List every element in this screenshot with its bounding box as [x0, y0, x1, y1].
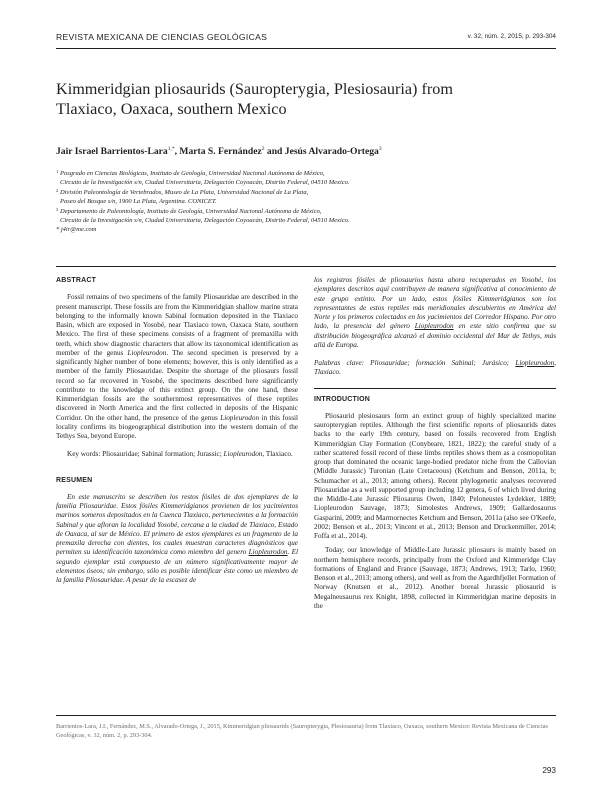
introduction-heading: INTRODUCTION — [314, 395, 371, 403]
affiliation-line: Circuito de la Investigación s/n, Ciudad Universitaria, Delegación Coyoacán, Distrito Federal, 04510 Mexico. — [60, 217, 350, 225]
author-affiliation-mark: 1,* — [167, 146, 175, 152]
abstract-text: Fossil remains of two specimens of the family Pliosauridae are described in the present manuscript. These fossils are from the Kimmeridgian shallow marine strata belonging to the informally known Sabinal formation deposited in the Tlaxiaco Basin, which are exposed in Yosobé, near Tlaxiaco town, Oaxaca State, southern Mexico. The first of these specimens consists of a fragment of premaxilla with teeth, which show diagnostic characters that allow its taxonomical identification as member of the genus — [56, 293, 298, 357]
resumen-text: los registros fósiles de pliosaurios hasta ahora recuperados en Yosobé, los ejemplares descritos aquí contribuyen de manera significativa al conocimiento de este grupo extinto. Por un lado, estos fósiles Kimmeridgianos son los representantes de estos reptiles más meridionales descubiertos en América del Norte y los primeros colectados en los yacimientos del Corredor Hispano. Por otro lado, la presencia del género — [314, 276, 556, 331]
author-affiliation-mark: 3 — [378, 146, 382, 152]
affiliation-item — [56, 188, 556, 207]
genus-name: Liopleurodon — [515, 359, 555, 367]
affiliation-line: División Paleontología de Vertebrados, Museo de La Plata, Universidad Nacional de La Plata, — [60, 188, 309, 196]
genus-name: Liopleurodon — [223, 450, 263, 459]
author-list — [56, 146, 382, 157]
resumen-paragraph — [56, 493, 298, 586]
keywords-text: , Tlaxiaco. — [262, 450, 293, 459]
right-column — [314, 276, 556, 611]
author-separator: and — [264, 146, 285, 157]
abstract-text: . The second specimen is preserved by a significantly higher number of bone elements; however, this is only identified as a member of the family Pliosauridae. Despite the shortage of the pliosaurs fossil record so far recovered in Yosobé, the specimens described here significantly contribute to the knowledge of this extinct group. On the one hand, these Kimmeridgian fossils are the southernmost representatives of these reptiles discovered in North America and the first collected in deposits of the Hispanic Corridor. On the other hand, the presence of the genus — [56, 348, 298, 422]
author-name: Jesús Alvarado-Ortega — [284, 146, 379, 157]
author-name: Marta S. Fernández — [179, 146, 262, 157]
author-name: Jair Israel Barrientos-Lara — [56, 146, 168, 157]
abstract-heading: ABSTRACT — [56, 277, 97, 284]
header-rule — [56, 48, 556, 49]
abstract-keywords — [56, 450, 298, 459]
affiliation-line: Paseo del Bosque s/n, 1900 La Plata, Argentina. CONICET. — [60, 198, 217, 206]
genus-name: Liopleurodon — [127, 348, 167, 357]
introduction-rule — [314, 388, 556, 389]
keywords-text: Key words: Pliosauridae; Sabinal formation; Jurassic; — [67, 450, 224, 459]
affiliation-line: Circuito de la Investigación s/n, Ciudad Universitaria, Delegación Coyoacán, Distrito Federal, 04510 Mexico. — [60, 179, 350, 187]
resumen-continuation — [314, 276, 556, 350]
affiliation-item — [56, 207, 556, 226]
journal-name: REVISTA MEXICANA DE CIENCIAS GEOLÓGICAS — [56, 32, 268, 42]
footer-rule — [56, 715, 556, 716]
affiliation-number: 1 — [56, 169, 59, 174]
affiliation-line: Posgrado en Ciencias Biológicas, Instituto de Geología, Universidad Nacional Autónoma de México, — [60, 170, 325, 177]
section-rule — [56, 266, 556, 267]
article-title: Kimmeridgian pliosaurids (Sauropterygia, Plesiosauria) from Tlaxiaco, Oaxaca, southern Mexico — [56, 80, 453, 118]
affiliation-line: Departamento de Paleontología, Instituto de Geología, Universidad Nacional Autónoma de México, — [60, 207, 322, 215]
resumen-text: En este manuscrito se describen los restos fósiles de dos ejemplares de la familia Pliosauridae. Estos fósiles Kimmeridgianos provienen de los yacimientos marinos someros depositados en la Cuenca Tlaxiaco, pertenecientes a la formación Sabinal y que afloran la localidad Yosobé, cercana a la ciudad de Tlaxiaco, Estado de Oaxaca, al sur de México. El primero de estos ejemplares es un fragmento de la premaxila derecha con dientes, los cuales muestran caracteres diagnósticos que permiten su identificación taxonómica como miembro del genero — [56, 492, 298, 557]
keywords-text: Palabras clave: Pliosauridae; formación Sabinal; Jurásico; — [314, 359, 516, 367]
affiliation-item — [56, 169, 556, 188]
introduction-paragraph: Pliosaurid plesiosaurs form an extinct group of highly specialized marine sauropterygian reptiles. Although the first scientific reports of pliosaurids dates backs to the early 19th century, based on fossils recovered from English Kimmeridgian Clay Formation (Conybeare, 1821, 1822); the careful study of a rather scattered fossil record of these limbs reptiles shows them as a cosmopolitan group that dominated the oceanic large-bodied predator niche from the Callovian (Middle Jurassic) Turonian (Late Cretaceous) (Ketchum and Benson, 2011a, b; Schumacher et al., 2013; among others). Recent phylogenetic analyses recovered Pliosauridae as a well supported group including 12 genera, 6 of which lived during the Middle-Late Jurassic Pliosaurus Owen, 1840; Peloneustes Lydekker, 1889; Liopleurodon Sauvage, 1873; Simolestes Andrews, 1909; Gallardosaurus Gasparini, 2009; and Marmornectes Ketchum and Benson, 2011a (also see O'Keefe, 2002; Benson et al., 2013; Vincent et al., 2013; Benson and Druckenmiller, 2014; Foffa et al., 2014). — [314, 411, 556, 540]
resumen-keywords — [314, 359, 556, 378]
corresponding-email: * j4ir@me.com — [56, 226, 97, 234]
page-number: 293 — [542, 766, 556, 775]
journal-issue: v. 32, núm. 2, 2015, p. 293-304 — [467, 33, 556, 40]
keywords-text: , Tlaxiaco. — [314, 359, 556, 377]
left-column — [56, 276, 298, 585]
genus-name: Liopleurodon — [414, 322, 454, 331]
author-affiliation-mark: 2 — [261, 146, 265, 152]
citation: Barrientos-Lara, J.I., Fernández, M.S., Alvarado-Ortega, J., 2015, Kimmeridgian pliosaurids (Sauropterygia, Plesiosauria) from Tlaxiaco, Oaxaca, southern Mexico: Revista Mexicana de Ciencias Geológicas, v. 32, núm. 2, p. 293-304. — [56, 723, 548, 739]
running-header — [56, 32, 556, 46]
affiliation-number: 2 — [56, 187, 59, 193]
resumen-text: en este sitio confirma que su distribución biogeográfica alcanzó el dominio occidental del Mar de Tethys, más allá de Europa. — [314, 322, 556, 349]
affiliation-number: 3 — [56, 206, 59, 212]
genus-name: Liopleurodon — [248, 548, 288, 557]
genus-name: Liopleurodon — [220, 413, 260, 422]
introduction-paragraph: Today, our knowledge of Middle-Late Jurassic pliosaurs is mainly based on northern hemisphere records, principally from the Oxford and Kimmeridge Clay formations of England and France (Sauvage, 1873; Andrews, 1913; Tarlo, 1960; Benson et al., 2013; among others), and well as from the Agardhfjellet Formation of Norway (Knutsen et al., 2012). Another boreal Jurassic pliosaurid is Megalneusaurus rex Knight, 1898, collected in Kimmeridgian marine deposits in the — [314, 546, 556, 610]
abstract-paragraph — [56, 293, 298, 441]
abstract-text: in this fossil locality confirms its biogeographical distribution into the western domain of the Tethys Sea, beyond Europe. — [56, 413, 298, 440]
author-separator: , — [174, 146, 180, 157]
affiliations — [56, 169, 556, 235]
resumen-text: . El segundo ejemplar está compuesto de un número significativamente mayor de elementos óseos; sin embargo, sólo es posible identificar éste como un miembro de la familia Pliosauridae. A pesar de la escasez de — [56, 548, 298, 584]
resumen-heading: RESUMEN — [56, 476, 93, 484]
